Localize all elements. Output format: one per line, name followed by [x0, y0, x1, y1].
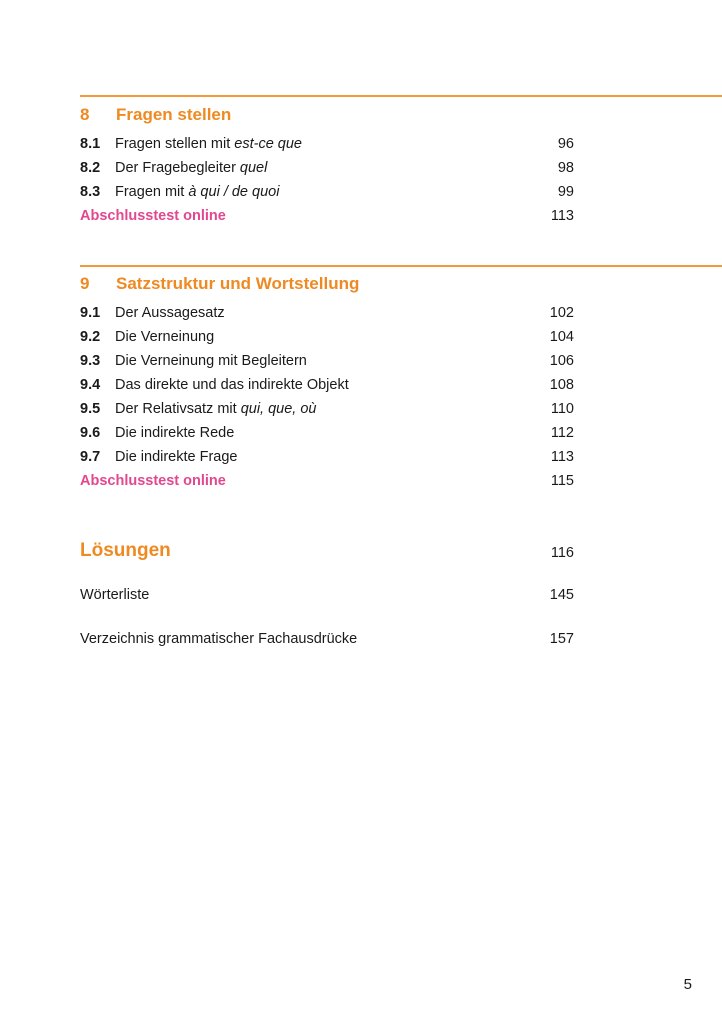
chapter-8-heading: [80, 105, 231, 125]
loesungen-heading: Lösungen: [80, 540, 171, 561]
entry-title: Die indirekte Frage: [115, 449, 238, 465]
chapter-9-title: Satzstruktur und Wortstellung: [116, 274, 360, 293]
verzeichnis-label: Verzeichnis grammatischer Fachausdrücke: [80, 631, 358, 647]
entry-number: 9.5: [80, 401, 101, 417]
toc-entry-9-7[interactable]: [80, 446, 574, 468]
entry-number: 9.1: [80, 305, 101, 321]
entry-page: 99: [557, 184, 574, 200]
entry-number: 8.2: [80, 160, 101, 176]
entry-title: Die Verneinung: [115, 329, 215, 345]
online-test-label: Abschlusstest online: [80, 208, 226, 224]
entry-page: 102: [549, 305, 574, 321]
entry-page: 104: [549, 329, 574, 345]
entry-number: 9.2: [80, 329, 101, 345]
entry-number: 9.7: [80, 449, 101, 465]
chapter-9-rule: [80, 265, 722, 267]
entry-title: Die indirekte Rede: [115, 425, 235, 441]
entry-number: 9.4: [80, 377, 101, 393]
toc-entry-9-1[interactable]: [80, 302, 574, 324]
entry-title: Der Fragebegleiter quel: [115, 160, 268, 176]
entry-title: Fragen mit à qui / de quoi: [115, 184, 280, 200]
entry-number: 9.6: [80, 425, 101, 441]
chapter-9-number: 9: [80, 274, 90, 293]
online-test-page: 115: [550, 473, 574, 489]
woerterliste-entry[interactable]: [80, 584, 574, 606]
online-test-9[interactable]: [80, 470, 574, 492]
toc-entry-9-4[interactable]: [80, 374, 574, 396]
online-test-label: Abschlusstest online: [80, 473, 226, 489]
toc-entry-9-5[interactable]: [80, 398, 574, 420]
entry-title: Der Aussagesatz: [115, 305, 225, 321]
entry-page: 98: [557, 160, 574, 176]
chapter-8-number: 8: [80, 105, 90, 124]
entry-page: 113: [550, 449, 574, 465]
entry-title: Fragen stellen mit est-ce que: [115, 136, 302, 152]
entry-title: Der Relativsatz mit qui, que, où: [115, 401, 317, 417]
toc-entry-9-2[interactable]: [80, 326, 574, 348]
woerterliste-page: 145: [549, 587, 574, 603]
toc-entry-9-3[interactable]: [80, 350, 574, 372]
entry-page: 112: [550, 425, 574, 441]
entry-number: 9.3: [80, 353, 101, 369]
toc-entry-8-2[interactable]: [80, 157, 574, 179]
verzeichnis-entry[interactable]: [80, 628, 574, 650]
entry-page: 110: [550, 401, 574, 417]
loesungen-entry[interactable]: [80, 540, 574, 563]
chapter-8-title: Fragen stellen: [116, 105, 232, 124]
verzeichnis-page: 157: [549, 631, 574, 647]
toc-entry-9-6[interactable]: [80, 422, 574, 444]
chapter-9-heading: [80, 274, 359, 294]
loesungen-page: 116: [550, 545, 574, 561]
entry-number: 8.3: [80, 184, 101, 200]
toc-entry-8-3[interactable]: [80, 181, 574, 203]
online-test-8[interactable]: [80, 205, 574, 227]
entry-page: 106: [549, 353, 574, 369]
entry-page: 108: [549, 377, 574, 393]
online-test-page: 113: [550, 208, 574, 224]
entry-number: 8.1: [80, 136, 101, 152]
entry-title: Die Verneinung mit Begleitern: [115, 353, 307, 369]
woerterliste-label: Wörterliste: [80, 587, 150, 603]
page-number: 5: [683, 976, 692, 993]
entry-page: 96: [557, 136, 574, 152]
toc-entry-8-1[interactable]: [80, 133, 574, 155]
chapter-8-rule: [80, 95, 722, 97]
entry-title: Das direkte und das indirekte Objekt: [115, 377, 349, 393]
